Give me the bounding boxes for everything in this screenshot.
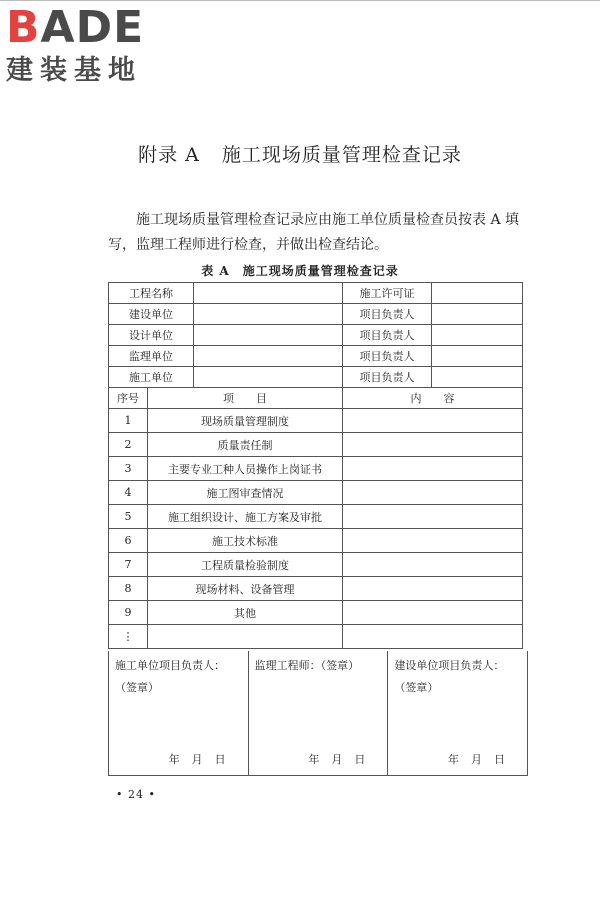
row-item: 施工图审查情况 xyxy=(148,481,343,505)
appendix-prefix: 附录 A xyxy=(138,144,200,166)
row-item: 施工技术标准 xyxy=(148,529,343,553)
signature-box-owner[interactable] xyxy=(387,651,527,775)
row-item: 施工组织设计、施工方案及审批 xyxy=(148,505,343,529)
intro-paragraph: 施工现场质量管理检查记录应由施工单位质量检查员按表 A 填写，监理工程师进行检查，并做出检查结论。 xyxy=(108,212,520,253)
header-label: 工程名称 xyxy=(109,283,194,304)
header-row xyxy=(109,367,523,388)
header-row xyxy=(109,283,523,304)
table-row xyxy=(109,625,523,649)
header-label: 监理单位 xyxy=(109,346,194,367)
header-value-field[interactable] xyxy=(194,367,343,388)
header-value-field[interactable] xyxy=(432,325,523,346)
row-number: 1 xyxy=(109,409,148,433)
header-value-field[interactable] xyxy=(432,367,523,388)
row-number: 2 xyxy=(109,433,148,457)
header-row xyxy=(109,304,523,325)
table-row xyxy=(109,529,523,553)
row-content-field[interactable] xyxy=(343,553,523,577)
signature-box-contractor[interactable] xyxy=(109,651,248,775)
logo-rest-letters: ADE xyxy=(40,2,145,53)
row-content-field[interactable] xyxy=(343,433,523,457)
signature-section xyxy=(108,651,528,776)
table-row xyxy=(109,505,523,529)
row-item: 现场材料、设备管理 xyxy=(148,577,343,601)
signature-role: 施工单位项目负责人： xyxy=(115,659,225,672)
table-row xyxy=(109,457,523,481)
page-number: • 24 • xyxy=(116,788,156,801)
table-row xyxy=(109,433,523,457)
table-row xyxy=(109,577,523,601)
signature-role: 监理工程师：（签章） xyxy=(254,659,360,672)
header-label: 项目负责人 xyxy=(343,367,432,388)
row-content-field[interactable] xyxy=(343,625,523,649)
top-rule xyxy=(0,0,600,1)
header-label: 项目负责人 xyxy=(343,346,432,367)
row-number: 7 xyxy=(109,553,148,577)
column-header-row xyxy=(109,388,523,409)
column-header-no: 序号 xyxy=(109,388,148,409)
table-row xyxy=(109,601,523,625)
header-value-field[interactable] xyxy=(194,325,343,346)
row-item: 现场质量管理制度 xyxy=(148,409,343,433)
header-value-field[interactable] xyxy=(194,304,343,325)
header-label: 设计单位 xyxy=(109,325,194,346)
signature-box-supervisor[interactable] xyxy=(248,651,388,775)
row-number: 5 xyxy=(109,505,148,529)
row-content-field[interactable] xyxy=(343,481,523,505)
logo-subtitle: 建装基地 xyxy=(6,55,142,86)
table-caption: 表 A 施工现场质量管理检查记录 xyxy=(201,264,399,278)
signature-date: 年月日 xyxy=(448,753,518,766)
row-content-field[interactable] xyxy=(343,505,523,529)
row-item: 其他 xyxy=(148,601,343,625)
table-row xyxy=(109,553,523,577)
header-value-field[interactable] xyxy=(432,304,523,325)
header-value-field[interactable] xyxy=(194,346,343,367)
row-content-field[interactable] xyxy=(343,457,523,481)
header-value-field[interactable] xyxy=(194,283,343,304)
header-value-field[interactable] xyxy=(432,346,523,367)
header-label: 施工单位 xyxy=(109,367,194,388)
row-number: ⋮ xyxy=(109,625,148,649)
header-label: 项目负责人 xyxy=(343,325,432,346)
row-item xyxy=(148,625,343,649)
row-content-field[interactable] xyxy=(343,577,523,601)
table-row xyxy=(109,481,523,505)
table-row xyxy=(109,409,523,433)
logo-accent-letter: B xyxy=(6,2,41,53)
quality-check-table xyxy=(108,282,523,649)
header-label: 施工许可证 xyxy=(343,283,432,304)
brand-logo xyxy=(6,4,181,88)
row-number: 9 xyxy=(109,601,148,625)
appendix-title xyxy=(0,140,600,167)
column-header-item: 项 目 xyxy=(148,388,343,409)
row-content-field[interactable] xyxy=(343,409,523,433)
header-row xyxy=(109,325,523,346)
row-number: 3 xyxy=(109,457,148,481)
row-item: 工程质量检验制度 xyxy=(148,553,343,577)
row-content-field[interactable] xyxy=(343,529,523,553)
signature-date: 年月日 xyxy=(168,753,238,766)
signature-date: 年月日 xyxy=(308,753,378,766)
row-number: 6 xyxy=(109,529,148,553)
appendix-main-title: 施工现场质量管理检查记录 xyxy=(221,144,462,166)
row-item: 质量责任制 xyxy=(148,433,343,457)
signature-role: 建设单位项目负责人： xyxy=(394,659,505,672)
row-item: 主要专业工种人员操作上岗证书 xyxy=(148,457,343,481)
signature-stamp: （签章） xyxy=(394,681,439,694)
header-value-field[interactable] xyxy=(432,283,523,304)
header-label: 项目负责人 xyxy=(343,304,432,325)
row-number: 8 xyxy=(109,577,148,601)
signature-stamp: （签章） xyxy=(115,681,159,694)
column-header-content: 内 容 xyxy=(343,388,523,409)
row-content-field[interactable] xyxy=(343,601,523,625)
header-label: 建设单位 xyxy=(109,304,194,325)
row-number: 4 xyxy=(109,481,148,505)
logo-wordmark xyxy=(6,4,181,52)
header-row xyxy=(109,346,523,367)
